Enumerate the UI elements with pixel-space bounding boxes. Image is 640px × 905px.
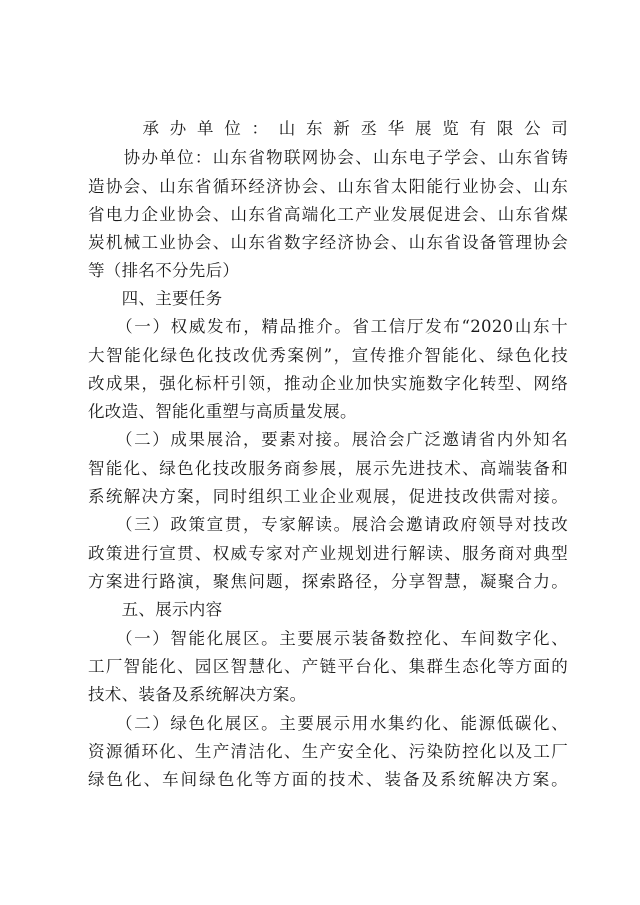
text-line: 智能化、绿色化技改服务商参展，展示先进技术、高端装备和 <box>88 459 568 478</box>
text-line: 政策进行宣贯、权威专家对产业规划进行解读、服务商对典型 <box>88 544 568 563</box>
text-line: 技术、装备及系统解决方案。 <box>88 685 307 704</box>
text-line: 方案进行路演，聚焦问题，探索路径，分享智慧，凝聚合力。 <box>88 572 568 591</box>
text-line: （二）绿色化展区。主要展示用水集约化、能源低碳化、 <box>88 714 568 733</box>
text-line: 省电力企业协会、山东省高端化工产业发展促进会、山东省煤 <box>88 205 568 224</box>
text-line: （一）智能化展区。主要展示装备数控化、车间数字化、 <box>88 629 568 648</box>
text-line: 系统解决方案，同时组织工业企业观展，促进技改供需对接。 <box>88 487 568 506</box>
text-line: 改成果，强化标杆引领，推动企业加快实施数字化转型、网络 <box>88 374 568 393</box>
text-line: 化改造、智能化重塑与高质量发展。 <box>88 402 357 421</box>
section-heading: 四、主要任务 <box>88 289 223 308</box>
text-line: （三）政策宣贯，专家解读。展洽会邀请政府领导对技改 <box>88 515 568 534</box>
text-line: 承办单位：山东新丞华展览有限公司 <box>88 119 568 138</box>
text-line: （二）成果展洽，要素对接。展洽会广泛邀请省内外知名 <box>88 430 568 449</box>
text-line: （一）权威发布，精品推介。省工信厅发布“2020山东十 <box>88 317 568 336</box>
section-heading: 五、展示内容 <box>88 600 223 619</box>
text-line: 协办单位：山东省物联网协会、山东电子学会、山东省铸 <box>88 148 568 167</box>
text-line: 资源循环化、生产清洁化、生产安全化、污染防控化以及工厂 <box>88 742 568 761</box>
text-line: 大智能化绿色化技改优秀案例”，宣传推介智能化、绿色化技 <box>88 346 568 365</box>
text-line: 炭机械工业协会、山东省数字经济协会、山东省设备管理协会 <box>88 233 568 252</box>
text-line: 造协会、山东省循环经济协会、山东省太阳能行业协会、山东 <box>88 177 568 196</box>
text-line: 绿色化、车间绿色化等方面的技术、装备及系统解决方案。 <box>88 770 568 789</box>
text-line: 等（排名不分先后） <box>88 261 240 280</box>
text-line: 工厂智能化、园区智慧化、产链平台化、集群生态化等方面的 <box>88 657 568 676</box>
